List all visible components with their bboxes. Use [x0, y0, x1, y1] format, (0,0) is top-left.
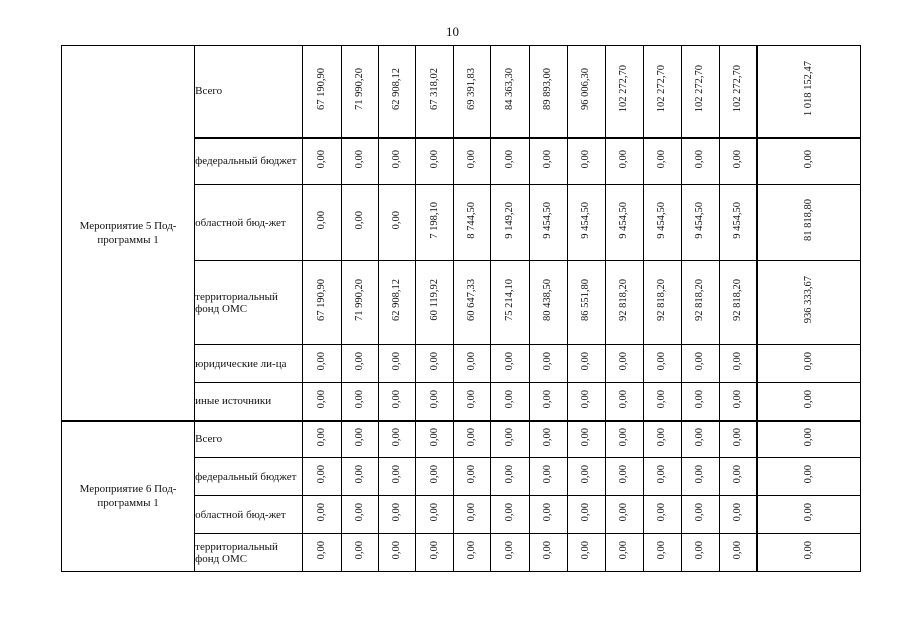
value-text: 0,00 [656, 502, 668, 522]
value-text: 67 190,90 [316, 67, 328, 110]
funding-source-cell: территориальный фонд ОМС [195, 261, 303, 345]
year-value-cell [529, 261, 567, 345]
year-value-cell [416, 345, 454, 383]
value-text: 0,00 [428, 427, 440, 446]
year-value-cell [643, 458, 681, 496]
year-value-cell [454, 46, 491, 138]
year-value-cell [529, 138, 567, 185]
value-text: 0,00 [580, 502, 592, 522]
value-text: 0,00 [580, 464, 592, 484]
total-value-cell [757, 458, 860, 496]
year-value-cell [379, 458, 416, 496]
value-text: 89 893,00 [542, 67, 554, 110]
value-text: 0,00 [618, 464, 630, 484]
value-text: 8 744,50 [466, 201, 478, 239]
year-value-cell [605, 383, 643, 421]
value-text: 0,00 [542, 389, 554, 408]
value-text: 0,00 [354, 149, 366, 168]
value-text: 0,00 [503, 149, 515, 168]
value-text: 0,00 [580, 351, 592, 371]
year-value-cell [342, 185, 379, 261]
value-text: 0,00 [391, 464, 403, 484]
value-text: 67 190,90 [316, 279, 328, 321]
value-text: 0,00 [694, 540, 706, 560]
value-text: 0,00 [503, 427, 515, 446]
value-text: 0,00 [391, 540, 403, 560]
year-value-cell [605, 534, 643, 572]
year-value-cell [379, 421, 416, 458]
year-value-cell [567, 383, 605, 421]
value-text: 0,00 [354, 351, 366, 371]
total-value-cell [757, 185, 860, 261]
value-text: 69 391,83 [466, 67, 478, 110]
value-text: 0,00 [803, 389, 815, 408]
year-value-cell [303, 496, 342, 534]
year-value-cell [454, 421, 491, 458]
year-value-cell [567, 421, 605, 458]
value-text: 0,00 [618, 389, 630, 408]
value-text: 0,00 [316, 464, 328, 484]
year-value-cell [681, 138, 719, 185]
year-value-cell [303, 345, 342, 383]
value-text: 0,00 [694, 464, 706, 484]
year-value-cell [605, 138, 643, 185]
year-value-cell [491, 383, 529, 421]
year-value-cell [379, 46, 416, 138]
year-value-cell [491, 496, 529, 534]
value-text: 0,00 [316, 427, 328, 446]
value-text: 0,00 [803, 427, 815, 446]
value-text: 0,00 [732, 149, 744, 168]
value-text: 0,00 [428, 502, 440, 522]
funding-source-cell: территориальный фонд ОМС [195, 534, 303, 572]
year-value-cell [491, 46, 529, 138]
value-text: 1 018 152,47 [803, 61, 815, 117]
value-text: 0,00 [732, 389, 744, 408]
year-value-cell [342, 496, 379, 534]
year-value-cell [681, 261, 719, 345]
value-text: 0,00 [803, 464, 815, 484]
value-text: 0,00 [618, 149, 630, 168]
year-value-cell [681, 345, 719, 383]
value-text: 0,00 [580, 427, 592, 446]
value-text: 9 454,50 [694, 201, 706, 239]
value-text: 0,00 [354, 502, 366, 522]
event-name-cell: Мероприятие 5 Под-программы 1 [62, 46, 195, 421]
value-text: 62 908,12 [391, 67, 403, 110]
value-text: 0,00 [503, 389, 515, 408]
table-row [62, 46, 861, 138]
value-text: 0,00 [542, 427, 554, 446]
value-text: 0,00 [618, 540, 630, 560]
year-value-cell [681, 185, 719, 261]
year-value-cell [681, 421, 719, 458]
year-value-cell [529, 185, 567, 261]
value-text: 0,00 [466, 502, 478, 522]
value-text: 102 272,70 [618, 65, 630, 113]
year-value-cell [567, 458, 605, 496]
value-text: 0,00 [316, 540, 328, 560]
value-text: 0,00 [694, 149, 706, 168]
value-text: 0,00 [803, 149, 815, 168]
year-value-cell [567, 138, 605, 185]
year-value-cell [567, 46, 605, 138]
value-text: 0,00 [732, 427, 744, 446]
value-text: 0,00 [618, 427, 630, 446]
value-text: 0,00 [694, 389, 706, 408]
year-value-cell [643, 383, 681, 421]
value-text: 0,00 [732, 502, 744, 522]
year-value-cell [416, 138, 454, 185]
value-text: 0,00 [542, 502, 554, 522]
value-text: 0,00 [466, 427, 478, 446]
year-value-cell [567, 345, 605, 383]
value-text: 9 454,50 [656, 201, 668, 239]
year-value-cell [719, 421, 757, 458]
year-value-cell [605, 458, 643, 496]
year-value-cell [719, 345, 757, 383]
year-value-cell [491, 458, 529, 496]
value-text: 0,00 [466, 351, 478, 371]
total-value-cell [757, 46, 860, 138]
value-text: 96 006,30 [580, 67, 592, 110]
value-text: 0,00 [656, 389, 668, 408]
value-text: 75 214,10 [503, 279, 515, 321]
year-value-cell [416, 46, 454, 138]
value-text: 0,00 [732, 351, 744, 371]
value-text: 9 454,50 [732, 201, 744, 239]
value-text: 92 818,20 [656, 279, 668, 321]
year-value-cell [454, 185, 491, 261]
year-value-cell [605, 345, 643, 383]
value-text: 0,00 [354, 464, 366, 484]
value-text: 0,00 [618, 351, 630, 371]
value-text: 0,00 [580, 149, 592, 168]
value-text: 62 908,12 [391, 279, 403, 321]
value-text: 0,00 [580, 389, 592, 408]
year-value-cell [681, 534, 719, 572]
value-text: 0,00 [391, 502, 403, 522]
total-value-cell [757, 496, 860, 534]
page-number: 10 [446, 24, 459, 39]
year-value-cell [529, 46, 567, 138]
value-text: 0,00 [618, 502, 630, 522]
value-text: 0,00 [580, 540, 592, 560]
table-body [62, 46, 861, 572]
value-text: 92 818,20 [694, 279, 706, 321]
year-value-cell [342, 261, 379, 345]
year-value-cell [379, 383, 416, 421]
value-text: 936 333,67 [803, 276, 815, 324]
year-value-cell [303, 421, 342, 458]
year-value-cell [605, 496, 643, 534]
value-text: 84 363,30 [503, 67, 515, 110]
year-value-cell [567, 496, 605, 534]
year-value-cell [303, 534, 342, 572]
year-value-cell [605, 261, 643, 345]
value-text: 0,00 [354, 540, 366, 560]
year-value-cell [643, 138, 681, 185]
funding-source-cell: иные источники [195, 383, 303, 421]
year-value-cell [605, 421, 643, 458]
funding-source-cell: федеральный бюджет [195, 138, 303, 185]
year-value-cell [342, 345, 379, 383]
value-text: 0,00 [428, 351, 440, 371]
value-text: 80 438,50 [542, 279, 554, 321]
year-value-cell [303, 383, 342, 421]
value-text: 71 990,20 [354, 67, 366, 110]
value-text: 0,00 [732, 464, 744, 484]
value-text: 0,00 [503, 351, 515, 371]
value-text: 0,00 [656, 149, 668, 168]
year-value-cell [681, 458, 719, 496]
year-value-cell [342, 46, 379, 138]
year-value-cell [454, 345, 491, 383]
year-value-cell [416, 534, 454, 572]
year-value-cell [454, 261, 491, 345]
value-text: 0,00 [428, 149, 440, 168]
year-value-cell [379, 185, 416, 261]
value-text: 9 149,20 [503, 201, 515, 239]
funding-source-cell: областной бюд-жет [195, 185, 303, 261]
year-value-cell [342, 534, 379, 572]
year-value-cell [605, 185, 643, 261]
year-value-cell [567, 534, 605, 572]
value-text: 102 272,70 [694, 65, 706, 113]
value-text: 0,00 [428, 540, 440, 560]
value-text: 0,00 [316, 351, 328, 371]
year-value-cell [454, 138, 491, 185]
year-value-cell [454, 458, 491, 496]
value-text: 0,00 [391, 427, 403, 446]
year-value-cell [529, 421, 567, 458]
value-text: 0,00 [354, 389, 366, 408]
total-value-cell [757, 421, 860, 458]
year-value-cell [643, 534, 681, 572]
year-value-cell [342, 138, 379, 185]
value-text: 9 454,50 [580, 201, 592, 239]
value-text: 0,00 [316, 149, 328, 168]
value-text: 67 318,02 [428, 67, 440, 110]
value-text: 0,00 [503, 464, 515, 484]
value-text: 0,00 [428, 389, 440, 408]
year-value-cell [719, 185, 757, 261]
year-value-cell [416, 421, 454, 458]
year-value-cell [303, 185, 342, 261]
value-text: 60 119,92 [428, 279, 440, 321]
total-value-cell [757, 534, 860, 572]
total-value-cell [757, 138, 860, 185]
year-value-cell [719, 458, 757, 496]
year-value-cell [342, 383, 379, 421]
value-text: 0,00 [391, 149, 403, 168]
funding-source-cell: юридические ли-ца [195, 345, 303, 383]
year-value-cell [454, 496, 491, 534]
value-text: 0,00 [694, 502, 706, 522]
year-value-cell [643, 345, 681, 383]
year-value-cell [643, 261, 681, 345]
value-text: 0,00 [391, 210, 403, 230]
year-value-cell [416, 185, 454, 261]
value-text: 0,00 [803, 540, 815, 560]
year-value-cell [342, 458, 379, 496]
year-value-cell [567, 261, 605, 345]
value-text: 102 272,70 [656, 65, 668, 113]
year-value-cell [303, 458, 342, 496]
year-value-cell [681, 46, 719, 138]
year-value-cell [303, 261, 342, 345]
value-text: 0,00 [732, 540, 744, 560]
year-value-cell [681, 496, 719, 534]
value-text: 0,00 [656, 464, 668, 484]
year-value-cell [379, 261, 416, 345]
value-text: 0,00 [656, 540, 668, 560]
funding-source-cell: Всего [195, 46, 303, 138]
value-text: 0,00 [656, 427, 668, 446]
value-text: 0,00 [694, 427, 706, 446]
value-text: 0,00 [316, 210, 328, 230]
year-value-cell [719, 261, 757, 345]
year-value-cell [643, 46, 681, 138]
year-value-cell [416, 496, 454, 534]
year-value-cell [719, 383, 757, 421]
value-text: 0,00 [542, 464, 554, 484]
value-text: 60 647,33 [466, 279, 478, 321]
year-value-cell [416, 261, 454, 345]
value-text: 0,00 [503, 540, 515, 560]
year-value-cell [529, 345, 567, 383]
value-text: 0,00 [354, 427, 366, 446]
year-value-cell [643, 421, 681, 458]
total-value-cell [757, 261, 860, 345]
year-value-cell [379, 534, 416, 572]
year-value-cell [681, 383, 719, 421]
value-text: 0,00 [428, 464, 440, 484]
year-value-cell [379, 138, 416, 185]
year-value-cell [719, 534, 757, 572]
funding-source-cell: федеральный бюджет [195, 458, 303, 496]
year-value-cell [529, 458, 567, 496]
value-text: 92 818,20 [618, 279, 630, 321]
value-text: 0,00 [542, 351, 554, 371]
funding-source-cell: Всего [195, 421, 303, 458]
table-row [62, 421, 861, 458]
value-text: 0,00 [391, 351, 403, 371]
value-text: 71 990,20 [354, 279, 366, 321]
year-value-cell [643, 185, 681, 261]
year-value-cell [454, 383, 491, 421]
year-value-cell [529, 496, 567, 534]
value-text: 0,00 [542, 149, 554, 168]
value-text: 0,00 [694, 351, 706, 371]
year-value-cell [719, 496, 757, 534]
year-value-cell [454, 534, 491, 572]
year-value-cell [416, 383, 454, 421]
year-value-cell [416, 458, 454, 496]
year-value-cell [342, 421, 379, 458]
value-text: 0,00 [466, 389, 478, 408]
year-value-cell [379, 496, 416, 534]
value-text: 102 272,70 [732, 65, 744, 113]
value-text: 0,00 [542, 540, 554, 560]
year-value-cell [719, 46, 757, 138]
year-value-cell [491, 138, 529, 185]
value-text: 0,00 [316, 502, 328, 522]
value-text: 0,00 [466, 540, 478, 560]
value-text: 0,00 [503, 502, 515, 522]
year-value-cell [529, 383, 567, 421]
funding-source-cell: областной бюд-жет [195, 496, 303, 534]
year-value-cell [303, 138, 342, 185]
value-text: 92 818,20 [732, 279, 744, 321]
value-text: 9 454,50 [618, 201, 630, 239]
event-name-cell: Мероприятие 6 Под-программы 1 [62, 421, 195, 572]
total-value-cell [757, 383, 860, 421]
value-text: 0,00 [803, 502, 815, 522]
total-value-cell [757, 345, 860, 383]
value-text: 0,00 [354, 210, 366, 230]
year-value-cell [719, 138, 757, 185]
year-value-cell [491, 185, 529, 261]
year-value-cell [567, 185, 605, 261]
value-text: 81 818,80 [803, 199, 815, 241]
year-value-cell [643, 496, 681, 534]
year-value-cell [491, 345, 529, 383]
year-value-cell [529, 534, 567, 572]
value-text: 0,00 [391, 389, 403, 408]
year-value-cell [491, 261, 529, 345]
funding-table [61, 45, 861, 572]
value-text: 9 454,50 [542, 201, 554, 239]
value-text: 0,00 [316, 389, 328, 408]
value-text: 7 198,10 [428, 201, 440, 239]
year-value-cell [491, 534, 529, 572]
value-text: 0,00 [466, 149, 478, 168]
value-text: 0,00 [656, 351, 668, 371]
year-value-cell [379, 345, 416, 383]
year-value-cell [303, 46, 342, 138]
value-text: 86 551,80 [580, 279, 592, 321]
value-text: 0,00 [803, 351, 815, 371]
year-value-cell [491, 421, 529, 458]
year-value-cell [605, 46, 643, 138]
value-text: 0,00 [466, 464, 478, 484]
